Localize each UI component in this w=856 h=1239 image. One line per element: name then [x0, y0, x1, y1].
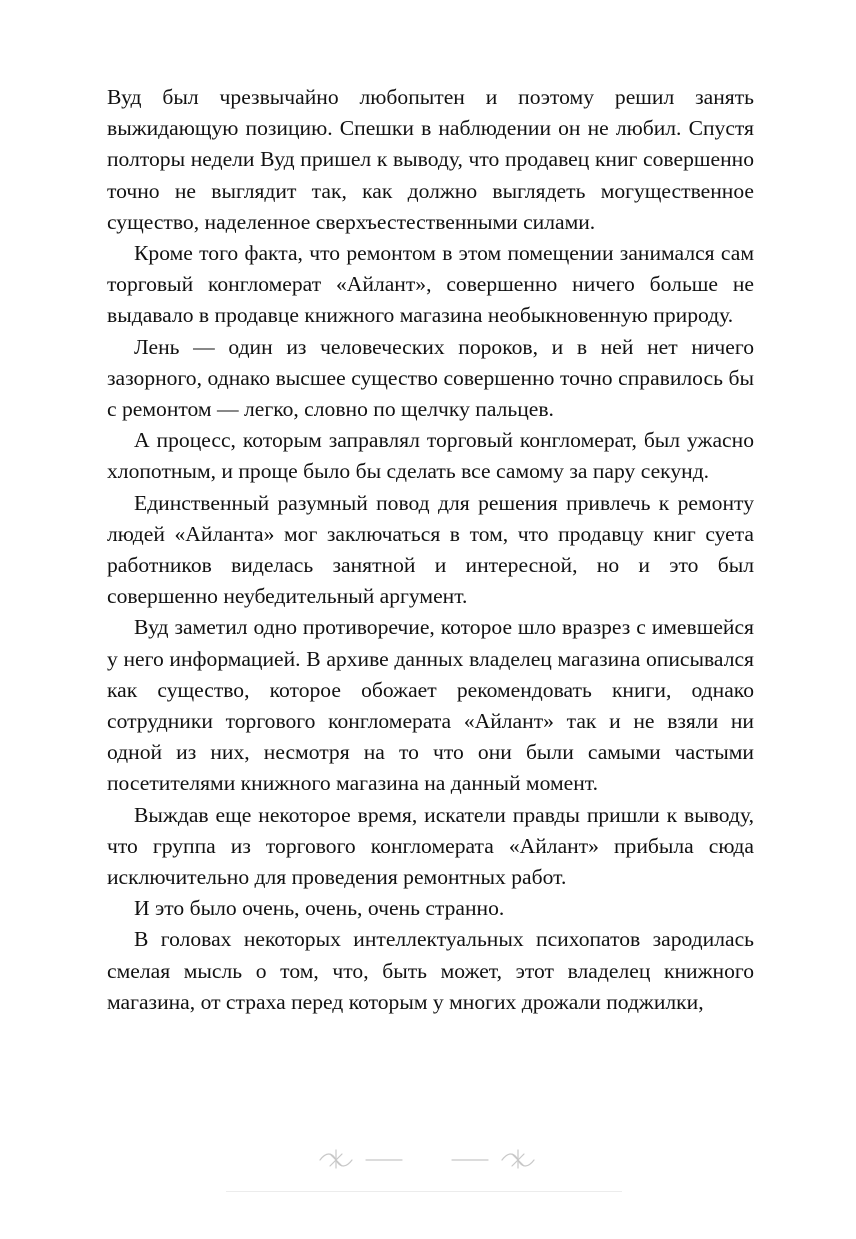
paragraph-6: Вуд заметил одно противоречие, которое шло вразрез с имевшейся у него информацией. В архиве данных владелец магазина описывался как существо, которое обожает рекомендовать книги, однако сотрудники торгового конгломерата «Айлант» так и не взяли ни одной из них, несмотря на то что они были самыми частыми посетителями книжного магазина на данный момент.: [107, 615, 754, 796]
paragraph-3: Лень — один из человеческих пороков, и в ней нет ничего зазорного, однако высшее существо совершенно точно справилось бы с ремонтом — легко, словно по щелчку пальцев.: [107, 334, 754, 422]
paragraph-8: И это было очень, очень, очень странно.: [134, 896, 505, 921]
paragraph-9: В головах некоторых интеллектуальных психопатов зародилась смелая мысль о том, что, быть может, этот владелец книжного магазина, от страха перед которым у многих дрожали поджилки,: [107, 927, 754, 1014]
paragraph-7: Выждав еще некоторое время, искатели правды пришли к выводу, что группа из торгового конгломерата «Айлант» прибыла сюда исключительно для проведения ремонтных работ.: [107, 802, 754, 890]
paragraph-5: Единственный разумный повод для решения привлечь к ремонту людей «Айланта» мог заключаться в том, что продавцу книг суета работников виделась занятной и интересной, но и это был совершенно неубедительный аргумент.: [107, 490, 754, 609]
footer-divider: [226, 1191, 622, 1192]
paragraph-4: А процесс, которым заправлял торговый конгломерат, был ужасно хлопотным, и проще было бы сделать все самому за пару секунд.: [107, 428, 754, 484]
decorative-flourish-icon: [312, 1148, 542, 1170]
paragraph-1: Вуд был чрезвычайно любопытен и поэтому решил занять выжидающую позицию. Спешки в наблюдении он не любил. Спустя полторы недели Вуд пришел к выводу, что продавец книг совершенно точно не выглядит так, как должно выглядеть могущественное существо, наделенное сверхъестественными силами.: [107, 85, 754, 234]
paragraph-2: Кроме того факта, что ремонтом в этом помещении занимался сам торговый конгломерат «Айлант», совершенно ничего больше не выдавало в продавце книжного магазина необыкновенную природу.: [107, 241, 754, 328]
page-body: [107, 82, 754, 1018]
